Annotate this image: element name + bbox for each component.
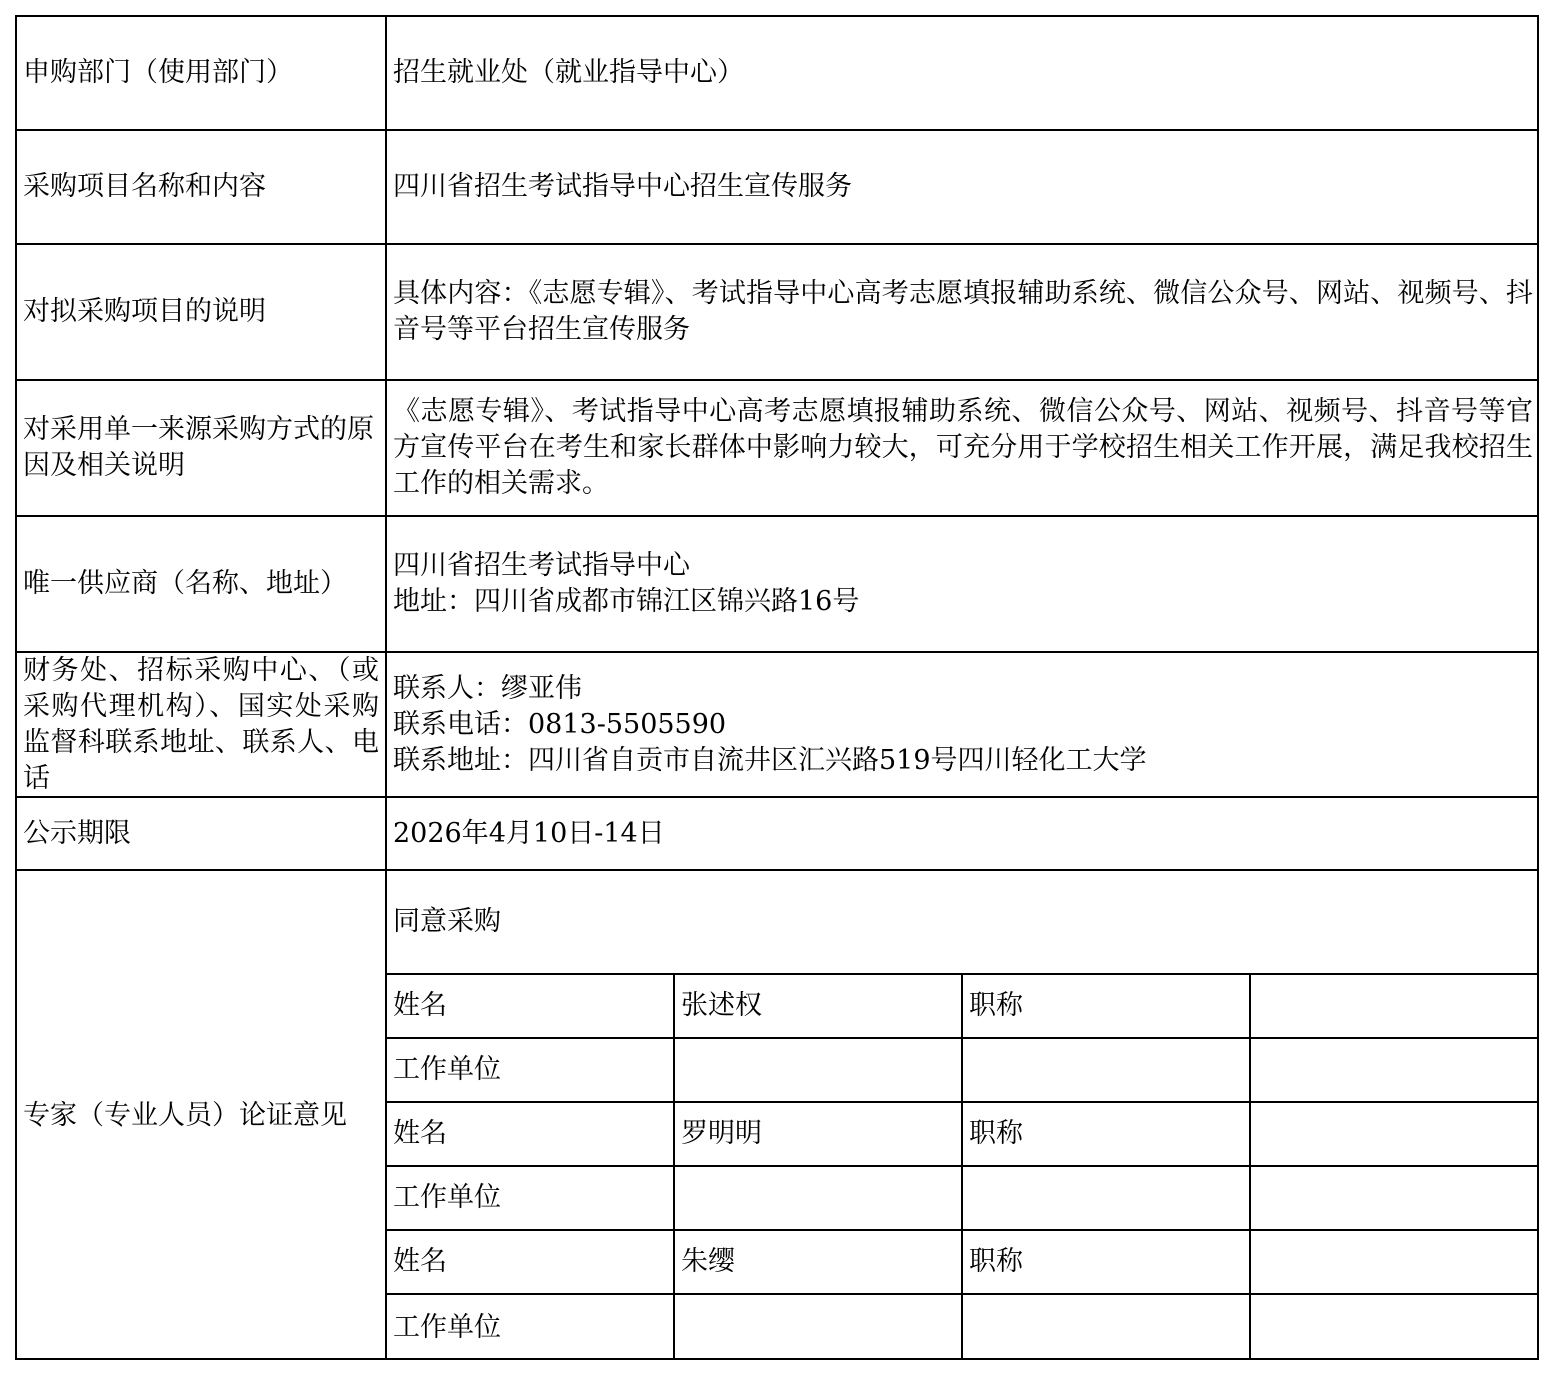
expert-1-title-label: 职称 xyxy=(963,975,1251,1039)
expert-3-name-label: 姓名 xyxy=(387,1231,675,1295)
dept-value: 招生就业处（就业指导中心） xyxy=(387,17,1539,131)
supplier-address: 地址：四川省成都市锦江区锦兴路16号 xyxy=(393,586,860,617)
expert-2-name: 罗明明 xyxy=(675,1103,963,1167)
reason-label: 对采用单一来源采购方式的原因及相关说明 xyxy=(23,414,374,481)
reason-label-cell xyxy=(17,381,387,517)
expert-2-unit-label: 工作单位 xyxy=(387,1167,675,1231)
reason-value: 《志愿专辑》、考试指导中心高考志愿填报辅助系统、微信公众号、网站、视频号、抖音号等官方宣传平台在考生和家长群体中影响力较大，可充分用于学校招生相关工作开展，满足我校招生工作的相关需求。 xyxy=(393,396,1533,499)
expert-1-name-label: 姓名 xyxy=(387,975,675,1039)
expert-3-unit-label: 工作单位 xyxy=(387,1295,675,1360)
expert-2-unit xyxy=(675,1167,963,1231)
period-value: 2026年4月10日-14日 xyxy=(387,798,1539,871)
expert-1-unit-extra xyxy=(963,1039,1251,1103)
expert-3-title-label: 职称 xyxy=(963,1231,1251,1295)
desc-value-cell xyxy=(387,245,1539,381)
contact-value-cell xyxy=(387,653,1539,798)
procurement-form-table xyxy=(15,15,1539,1360)
expert-2-unit-extra-2 xyxy=(1251,1167,1539,1231)
expert-1-title xyxy=(1251,975,1539,1039)
contact-phone: 联系电话：0813-5505590 xyxy=(393,708,727,740)
desc-label: 对拟采购项目的说明 xyxy=(17,245,387,381)
contact-person: 联系人：缪亚伟 xyxy=(393,672,582,704)
expert-3-unit-extra-2 xyxy=(1251,1295,1539,1360)
supplier-label: 唯一供应商（名称、地址） xyxy=(17,517,387,653)
expert-3-unit xyxy=(675,1295,963,1360)
project-value: 四川省招生考试指导中心招生宣传服务 xyxy=(387,131,1539,245)
expert-3-unit-extra xyxy=(963,1295,1251,1360)
contact-address: 联系地址：四川省自贡市自流井区汇兴路519号四川轻化工大学 xyxy=(393,744,1147,776)
expert-1-unit-label: 工作单位 xyxy=(387,1039,675,1103)
supplier-value-cell xyxy=(387,517,1539,653)
project-label: 采购项目名称和内容 xyxy=(17,131,387,245)
contact-label: 财务处、招标采购中心、（或采购代理机构）、国实处采购监督科联系地址、联系人、电话 xyxy=(23,654,379,794)
expert-3-name: 朱缨 xyxy=(675,1231,963,1295)
expert-2-title-label: 职称 xyxy=(963,1103,1251,1167)
reason-value-cell xyxy=(387,381,1539,517)
expert-1-unit xyxy=(675,1039,963,1103)
expert-1-name: 张述权 xyxy=(675,975,963,1039)
supplier-name: 四川省招生考试指导中心 xyxy=(393,550,690,581)
dept-label: 申购部门（使用部门） xyxy=(17,17,387,131)
experts-label: 专家（专业人员）论证意见 xyxy=(17,871,387,1360)
experts-opinion: 同意采购 xyxy=(387,871,1539,975)
period-label: 公示期限 xyxy=(17,798,387,871)
expert-3-title xyxy=(1251,1231,1539,1295)
expert-2-name-label: 姓名 xyxy=(387,1103,675,1167)
contact-label-cell xyxy=(17,653,387,798)
expert-2-unit-extra xyxy=(963,1167,1251,1231)
expert-2-title xyxy=(1251,1103,1539,1167)
expert-1-unit-extra-2 xyxy=(1251,1039,1539,1103)
desc-value: 具体内容：《志愿专辑》、考试指导中心高考志愿填报辅助系统、微信公众号、网站、视频号、抖音号等平台招生宣传服务 xyxy=(393,278,1533,345)
